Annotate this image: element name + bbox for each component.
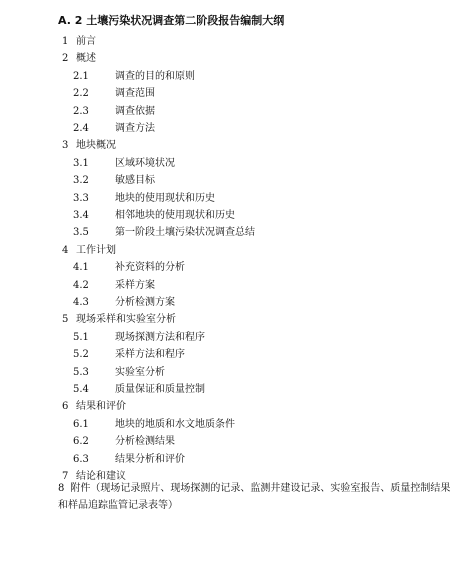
outline-item-number: 6 <box>62 401 69 413</box>
outline-item-text: 现场采样和实验室分析 <box>76 314 176 326</box>
outline-item-number: 2 <box>62 53 69 65</box>
outline-item-number: 5.4 <box>73 384 89 395</box>
outline-item-text: 实验室分析 <box>115 366 165 378</box>
outline-item-text: 地块概况 <box>76 140 116 152</box>
outline-item-number: 2.2 <box>73 88 89 100</box>
outline-item-text: 调查的目的和原则 <box>115 70 195 82</box>
outline-item-text: 质量保证和质量控制 <box>115 384 205 395</box>
outline-item-text: 补充资料的分析 <box>115 262 185 274</box>
outline-item-appendix <box>58 480 458 514</box>
outline-item-number: 7 <box>62 471 69 482</box>
outline-item-text: 采样方案 <box>115 279 155 291</box>
outline-item-number: 5 <box>62 314 69 326</box>
outline-item-text: 分析检测方案 <box>115 297 175 308</box>
outline-item-number: 2.4 <box>73 123 89 134</box>
outline-item-text: 附件（现场记录照片、现场探测的记录、监测井建设记录、实验室报告、质量控制结果和样品追踪监管记录表等） <box>58 483 451 511</box>
outline-item-number: 5.1 <box>73 331 89 343</box>
outline-item-text: 分析检测结果 <box>115 436 175 448</box>
outline-item-number: 4.3 <box>73 297 89 308</box>
outline-item-text: 采样方法和程序 <box>115 349 185 361</box>
outline-item-text: 敏感目标 <box>115 175 155 187</box>
outline-item-number: 3.2 <box>73 175 89 187</box>
outline-item-number: 1 <box>62 36 69 47</box>
outline-item-number: 6.1 <box>73 418 89 430</box>
outline-item-text: 结论和建议 <box>76 471 126 482</box>
outline-item-number: 3.4 <box>73 210 89 221</box>
outline-item-text: 工作计划 <box>76 244 116 256</box>
outline-item-number: 6.2 <box>73 436 89 448</box>
outline-item-text: 调查范围 <box>115 88 155 100</box>
outline-item-number: 5.3 <box>73 366 89 378</box>
outline-item-number: 2.1 <box>73 70 89 82</box>
outline-item-number: 2.3 <box>73 105 89 117</box>
outline-item-text: 调查依据 <box>115 105 155 117</box>
outline-item-number: 3.1 <box>73 157 89 169</box>
outline-item-text: 结果分析和评价 <box>115 453 185 465</box>
outline-item-number: 3.3 <box>73 192 89 204</box>
outline-item-number: 4.1 <box>73 262 89 274</box>
document-title: A. 2 土壤污染状况调查第二阶段报告编制大纲 <box>58 14 285 27</box>
outline-item-number: 6.3 <box>73 453 89 465</box>
outline-item-number: 4 <box>62 244 69 256</box>
outline-item-text: 区域环境状况 <box>115 157 175 169</box>
outline-item-number: 4.2 <box>73 279 89 291</box>
outline-item-text: 前言 <box>76 36 96 47</box>
outline-item-number: 3 <box>62 140 69 152</box>
outline-item-text: 相邻地块的使用现状和历史 <box>115 210 235 221</box>
outline-item-text: 地块的地质和水文地质条件 <box>115 418 235 430</box>
outline-item-text: 第一阶段土壤污染状况调查总结 <box>115 227 255 239</box>
outline-item-text: 概述 <box>76 53 96 65</box>
outline-item-number: 8 <box>58 483 65 494</box>
outline-item-number: 3.5 <box>73 227 89 239</box>
outline-item-number: 5.2 <box>73 349 89 361</box>
outline-item-text: 地块的使用现状和历史 <box>115 192 215 204</box>
outline-item-text: 调查方法 <box>115 123 155 134</box>
outline-item-text: 现场探测方法和程序 <box>115 331 205 343</box>
outline-item-text: 结果和评价 <box>76 401 126 413</box>
